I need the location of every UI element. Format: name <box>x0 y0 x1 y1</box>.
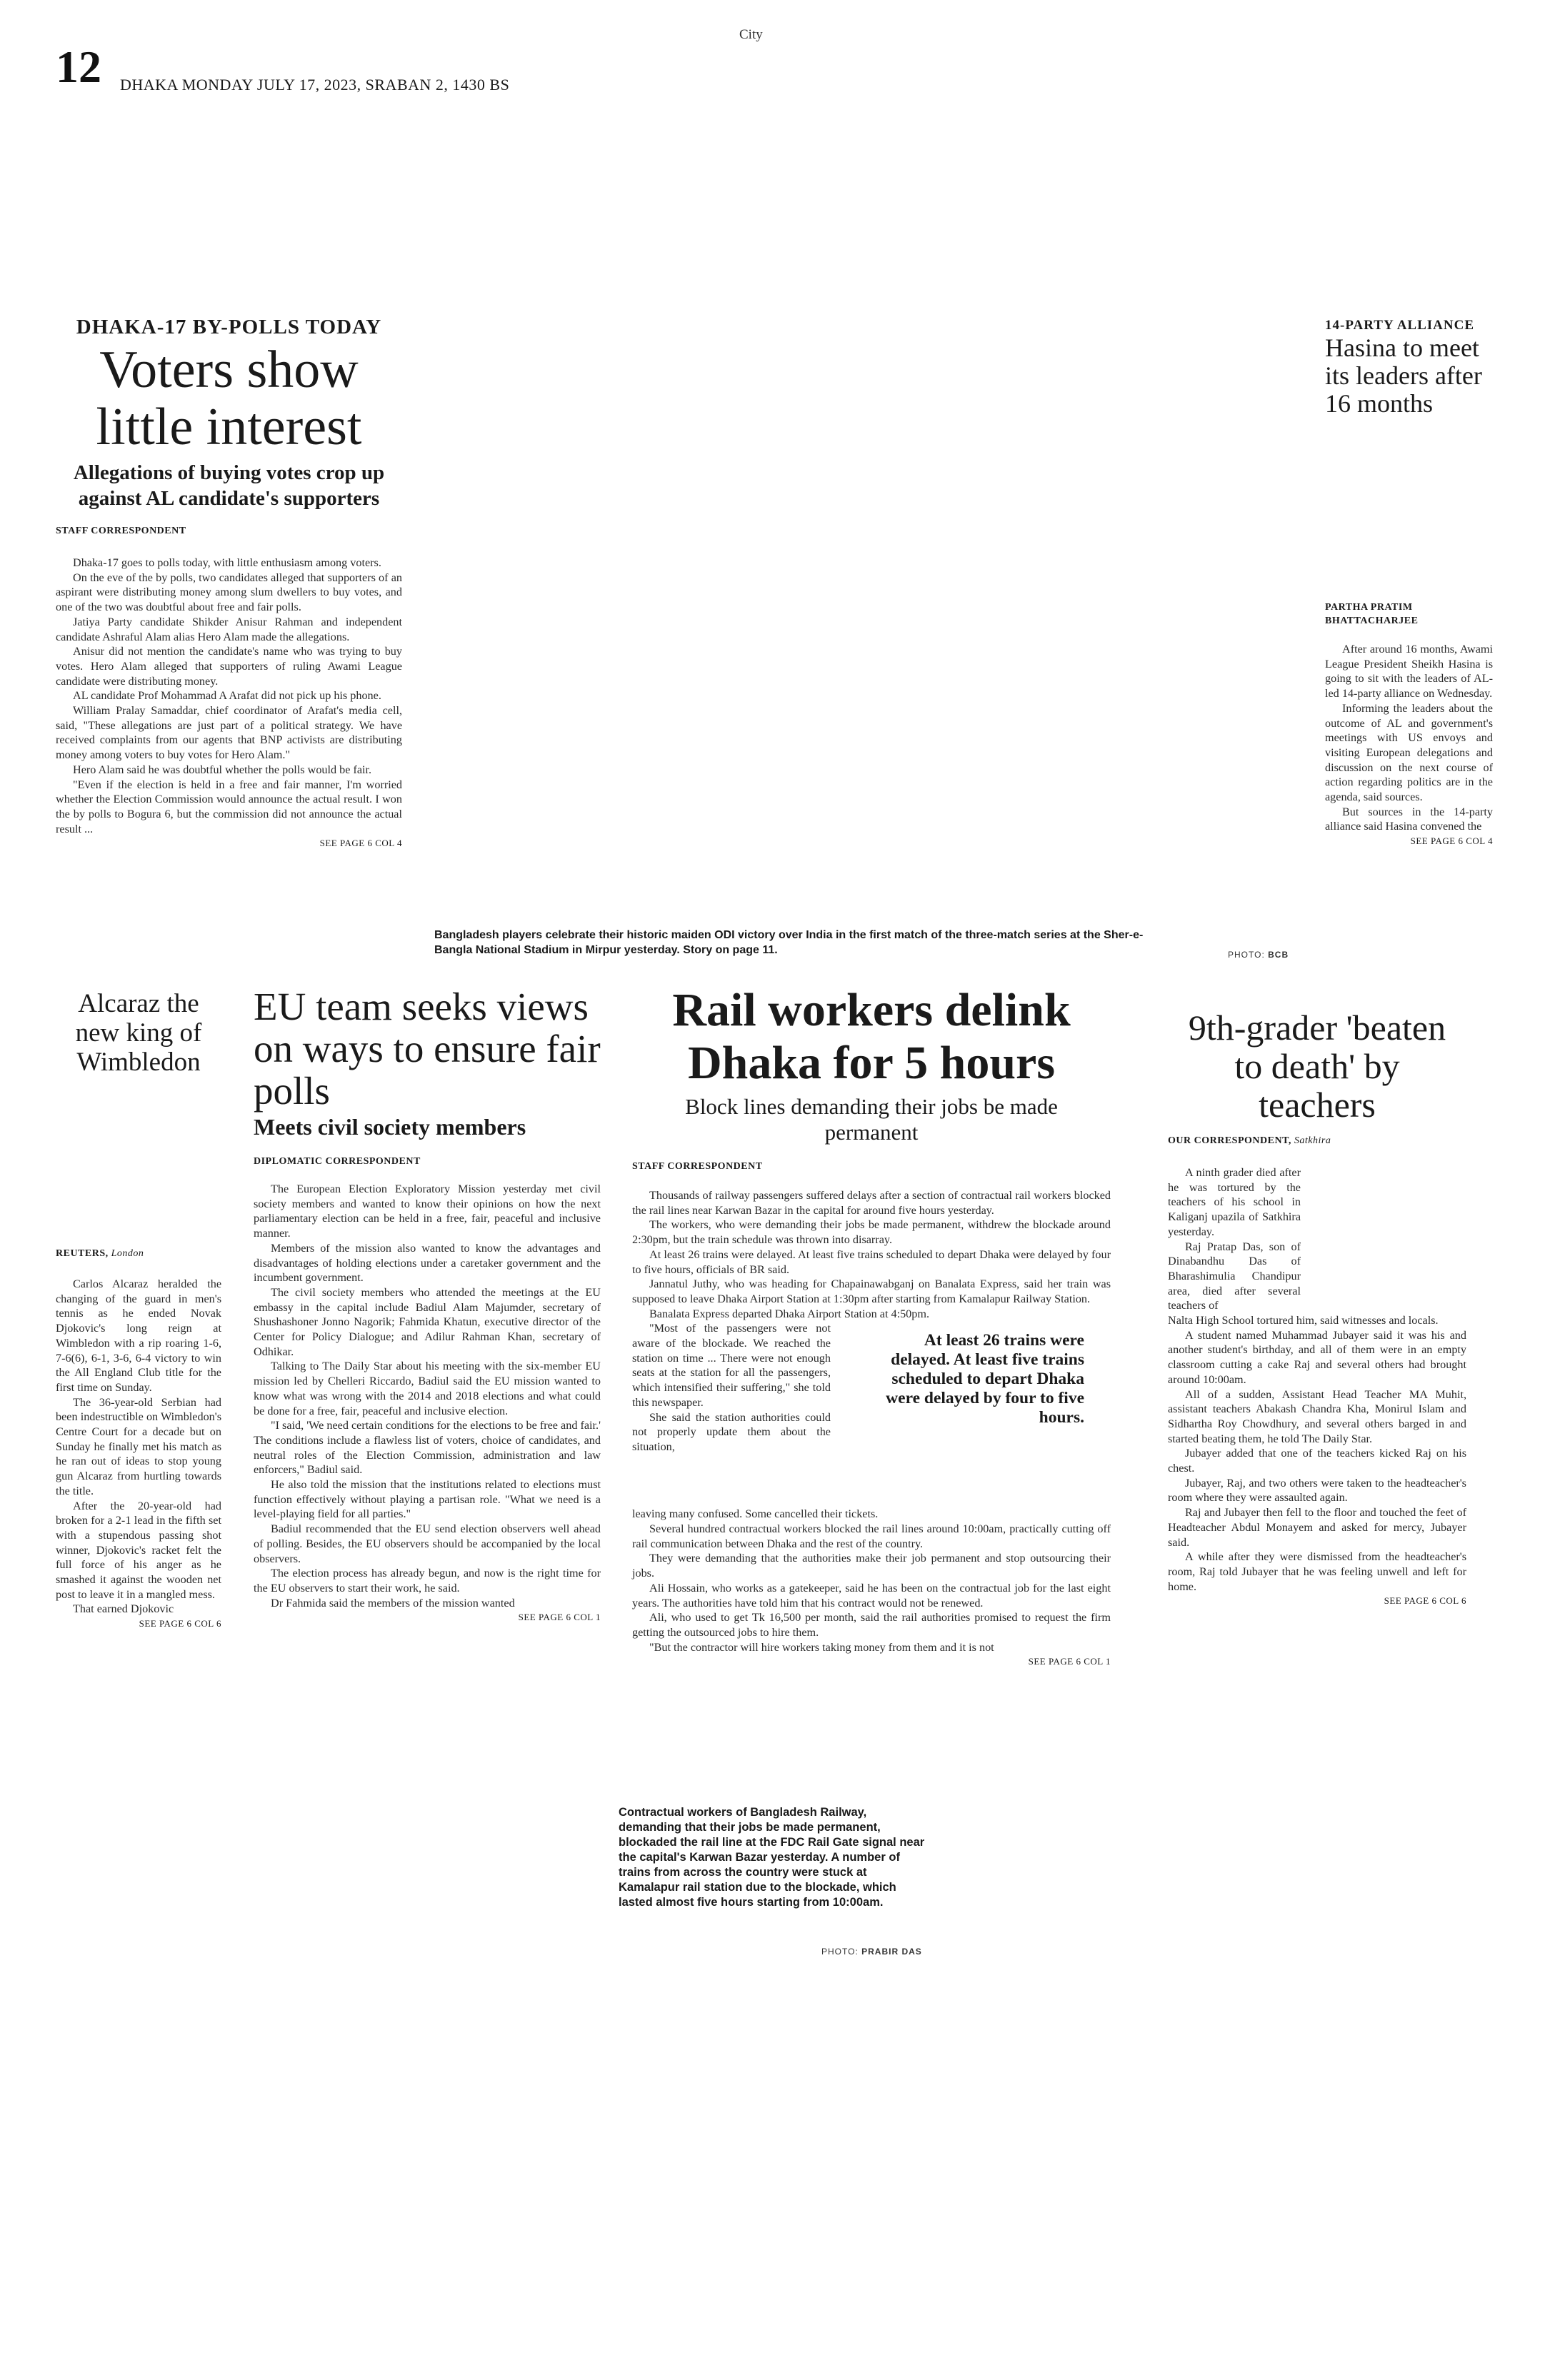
story-paragraph: She said the station authorities could not properly update them about the situation, <box>632 1410 831 1453</box>
story-body <box>1168 1313 1466 1594</box>
story-paragraph: But sources in the 14-party alliance said Hasina convened the <box>1325 805 1493 833</box>
story-paragraph: Raj Pratap Das, son of Dinabandhu Das of Bharashimulia Chandipur area, died after several teachers of <box>1168 1240 1301 1312</box>
story-paragraph: After around 16 months, Awami League President Sheikh Hasina is going to sit with the leaders of AL-led 14-party alliance on Wednesday. <box>1325 643 1493 701</box>
story-paragraph: Anisur did not mention the candidate's name who was trying to buy votes. Hero Alam alleged that supporters of ruling Awami League candidate were distributing money. <box>56 645 402 688</box>
story-subhead: Allegations of buying votes crop up against AL candidate's supporters <box>73 461 385 510</box>
story-paragraph: Nalta High School tortured him, said witnesses and locals. <box>1168 1314 1439 1327</box>
story-paragraph: Banalata Express departed Dhaka Airport Station at 4:50pm. <box>649 1307 929 1320</box>
story-paragraph: The election process has already begun, and now is the right time for the EU observers to start their work, he said. <box>254 1567 601 1595</box>
story-headline: EU team seeks views on ways to ensure fair polls <box>254 985 601 1113</box>
story-paragraph: Several hundred contractual workers blocked the rail lines around 10:00am, practically cutting off rail communication between Dhaka and the rest of the country. <box>632 1522 1111 1550</box>
story-byline: PARTHA PRATIM BHATTACHARJEE <box>1325 602 1419 626</box>
photo-caption: Bangladesh players celebrate their historic maiden ODI victory over India in the first match of the three-match series at the Sher-e-Bangla National Stadium in Mirpur yesterday. Story on page 11. <box>434 929 1144 956</box>
photo-credit: PHOTO: BCB <box>1228 950 1289 960</box>
story-headline: Alcaraz the new king of Wimbledon <box>75 989 202 1077</box>
story-paragraph: Dr Fahmida said the members of the mission wanted <box>271 1596 515 1610</box>
eu-story <box>254 985 601 1623</box>
story-paragraph: "Even if the election is held in a free and fair manner, I'm worried whether the Election Commission would announce the actual result. I won the by polls to Bogura 6, but the commission did not announce the actual result ... <box>56 778 402 835</box>
story-paragraph: Thousands of railway passengers suffered delays after a section of contractual rail workers blocked the rail lines near Karwan Bazar in the capital for around five hours yesterday. <box>632 1189 1111 1217</box>
story-paragraph: A student named Muhammad Jubayer said it was his and another student's birthday, and all of them were in an empty classroom cutting a cake Raj and several others had brought around 10:00am. <box>1168 1328 1466 1386</box>
story-paragraph: Raj and Jubayer then fell to the floor and touched the feet of Headteacher Abdul Monayem and asked for mercy, Jubayer said. <box>1168 1506 1466 1549</box>
story-paragraph: They were demanding that the authorities make their job permanent and stop outsourcing their jobs. <box>632 1552 1111 1580</box>
story-body <box>56 1277 221 1617</box>
dhaka17-story <box>56 314 402 849</box>
story-paragraph: The civil society members who attended the meetings at the EU embassy in the capital include Badiul Alam Majumder, secretary of Shushashoner Jonno Nagorik; Fahmida Khatun, executive director of the Center for Policy Dialogue; and Adilur Rahman Khan, secretary of Odhikar. <box>254 1285 601 1358</box>
story-byline: STAFF CORRESPONDENT <box>632 1161 763 1172</box>
see-page-link[interactable]: SEE PAGE 6 COL 1 <box>518 1612 601 1623</box>
story-paragraph: Members of the mission also wanted to know the advantages and disadvantages of holding elections under a caretaker government and the incumbent government. <box>254 1241 601 1285</box>
story-body-narrow <box>1168 1165 1301 1313</box>
story-paragraph: "But the contractor will hire workers taking money from them and it is not <box>649 1640 994 1654</box>
story-body <box>56 556 402 836</box>
story-paragraph: Jatiya Party candidate Shikder Anisur Rahman and independent candidate Ashraful Alam alias Hero Alam made the allegations. <box>56 615 402 643</box>
story-paragraph: Badiul recommended that the EU send election observers well ahead of polling. Besides, the EU observers should be accompanied by the local observers. <box>254 1522 601 1565</box>
story-paragraph: Jannatul Juthy, who was heading for Chapainawabganj on Banalata Express, said her train was supposed to leave Dhaka Airport Station at 1:30pm after starting from Kamalapur Railway Station. <box>632 1277 1111 1305</box>
story-byline: STAFF CORRESPONDENT <box>56 526 186 536</box>
story-body-narrow <box>632 1321 831 1454</box>
story-body <box>254 1182 601 1610</box>
see-page-link[interactable]: SEE PAGE 6 COL 6 <box>139 1618 221 1630</box>
rail-story <box>632 984 1111 1667</box>
story-paragraph: All of a sudden, Assistant Head Teacher MA Muhit, assistant teachers Abakash Chandra Kha, Monirul Islam and Sidhartha Roy Chowdhury, and several others barged in and started beating them, he told The Daily Star. <box>1168 1387 1466 1445</box>
see-page-link[interactable]: SEE PAGE 6 COL 6 <box>1384 1595 1466 1607</box>
story-body-top <box>632 1188 1111 1321</box>
story-paragraph: After the 20-year-old had broken for a 2-1 lead in the fifth set with a stupendous passing shot winner, Djokovic's racket felt the full force of his anger as he smashed it against the wooden net post to leave it in a mangled mess. <box>56 1499 221 1601</box>
dateline: DHAKA MONDAY JULY 17, 2023, SRABAN 2, 1430 BS <box>120 76 510 94</box>
pull-quote: At least 26 trains were delayed. At least five trains scheduled to depart Dhaka were delayed by four to five hours. <box>886 1331 1084 1427</box>
story-body-bottom <box>632 1507 1111 1655</box>
story-paragraph: "Most of the passengers were not aware of the blockade. We reached the station on time ... There were not enough seats at the station for all the passengers, which intensified their suffering," she told this newspaper. <box>632 1322 831 1409</box>
story-paragraph: Ali Hossain, who works as a gatekeeper, said he has been on the contractual job for the last eight years. The authorities have told him that his contract would not be renewed. <box>632 1581 1111 1610</box>
story-subhead: Block lines demanding their jobs be made permanent <box>685 1094 1058 1145</box>
see-page-link[interactable]: SEE PAGE 6 COL 4 <box>319 838 402 849</box>
story-paragraph: "I said, 'We need certain conditions for the elections to be free and fair.' The conditions include a flawless list of voters, choice of candidates, and neutral roles of the Election Commission, administration and law enforcers," Badiul said. <box>254 1419 601 1477</box>
story-paragraph: Dhaka-17 goes to polls today, with little enthusiasm among voters. <box>73 556 381 569</box>
story-paragraph: That earned Djokovic <box>73 1602 174 1616</box>
story-paragraph: The European Election Exploratory Mission yesterday met civil society members and wanted to know their opinions on how the next parliamentary election can be held in a free, fair, peaceful and inclusive manner. <box>254 1183 601 1240</box>
story-byline: OUR CORRESPONDENT, Satkhira <box>1168 1135 1331 1146</box>
story-paragraph: Jubayer, Raj, and two others were taken to the headteacher's room where they were assaulted again. <box>1168 1476 1466 1505</box>
story-headline: Voters show little interest <box>96 341 362 456</box>
story-paragraph: Carlos Alcaraz heralded the changing of the guard in men's tennis as he ended Novak Djokovic's long reign at Wimbledon with a rip roaring 1-6, 7-6(6), 6-1, 3-6, 6-4 victory to win the All England Club title for the first time on Sunday. <box>56 1277 221 1394</box>
story-paragraph: On the eve of the by polls, two candidates alleged that supporters of an aspirant were distributing money among slum dwellers to buy votes, and one of the two was doubtful about free and fair polls. <box>56 571 402 614</box>
story-byline: REUTERS, London <box>56 1248 144 1259</box>
story-paragraph: AL candidate Prof Mohammad A Arafat did not pick up his phone. <box>73 689 381 703</box>
story-headline: Rail workers delink Dhaka for 5 hours <box>672 984 1071 1089</box>
story-paragraph: At least 26 trains were delayed. At least five trains scheduled to depart Dhaka were delayed by four to five hours, officials of BR said. <box>632 1247 1111 1276</box>
section-label: City <box>739 27 763 42</box>
page-number: 12 <box>56 41 101 92</box>
story-paragraph: Ali, who used to get Tk 16,500 per month, said the rail authorities promised to request the firm getting the outsourced jobs to hire them. <box>632 1611 1111 1639</box>
story-paragraph: Informing the leaders about the outcome of AL and government's meetings with US envoys and visiting European delegations and discussion on the next course of action regarding politics are in the agenda, said sources. <box>1325 701 1493 804</box>
story-paragraph: The workers, who were demanding their jobs be made permanent, withdrew the blockade around 2:30pm, but the train schedule was thrown into disarray. <box>632 1218 1111 1247</box>
story-body <box>1325 642 1493 834</box>
photo-caption: Contractual workers of Bangladesh Railway, demanding that their jobs be made permanent, blockaded the rail line at the FDC Rail Gate signal near the capital's Karwan Bazar yesterday. A number of trains from across the country were stuck at Kamalapur rail station due to the blockade, which lasted almost five hours starting from 10:00am. <box>619 1806 925 1909</box>
story-byline: DIPLOMATIC CORRESPONDENT <box>254 1156 421 1167</box>
story-headline: Hasina to meet its leaders after 16 months <box>1325 333 1482 418</box>
see-page-link[interactable]: SEE PAGE 6 COL 1 <box>1028 1656 1111 1667</box>
story-paragraph: Hero Alam said he was doubtful whether the polls would be fair. <box>73 763 372 776</box>
photo-credit: PHOTO: PRABIR DAS <box>821 1947 922 1957</box>
cricket-photo <box>434 314 1290 923</box>
story-paragraph: A while after they were dismissed from the headteacher's room, Raj told Jubayer that he was feeling unwell and left for home. <box>1168 1550 1466 1593</box>
see-page-link[interactable]: SEE PAGE 6 COL 4 <box>1410 835 1493 847</box>
story-paragraph: Talking to The Daily Star about his meeting with the six-member EU mission led by Chelleri Riccardo, Badiul said the EU mission wanted to know what was wrong with the 2014 and 2018 elections and what could be done for a free, fair, peaceful and inclusive election. <box>254 1360 601 1417</box>
story-paragraph: leaving many confused. Some cancelled their tickets. <box>632 1507 879 1521</box>
story-paragraph: Jubayer added that one of the teachers kicked Raj on his chest. <box>1168 1447 1466 1475</box>
story-paragraph: William Pralay Samaddar, chief coordinator of Arafat's media cell, said, "These allegations are just part of a political strategy. We have received complaints from our agents that BNP activists are distributing money among voters to buy votes for Hero Alam." <box>56 704 402 762</box>
story-subhead: Meets civil society members <box>254 1114 526 1140</box>
grader-story <box>1168 1008 1466 1607</box>
story-paragraph: The 36-year-old Serbian had been indestructible on Wimbledon's Centre Court for a decade but on Sunday he finally met his match as he ran out of ideas to stop young gun Alcaraz from hurtling towards the title. <box>56 1395 221 1497</box>
hasina-story <box>1325 317 1493 847</box>
story-paragraph: A ninth grader died after he was tortured by the teachers of his school in Kaliganj upazila of Satkhira yesterday. <box>1168 1166 1301 1238</box>
story-kicker: 14-PARTY ALLIANCE <box>1325 318 1474 333</box>
alcaraz-story <box>56 989 221 1630</box>
story-kicker: DHAKA-17 BY-POLLS TODAY <box>76 316 382 338</box>
story-headline: 9th-grader 'beaten to death' by teachers <box>1188 1008 1446 1125</box>
story-paragraph: He also told the mission that the institutions related to elections must function effectively without playing a partisan role. "What we need is a level-playing field for all parties." <box>254 1478 601 1521</box>
